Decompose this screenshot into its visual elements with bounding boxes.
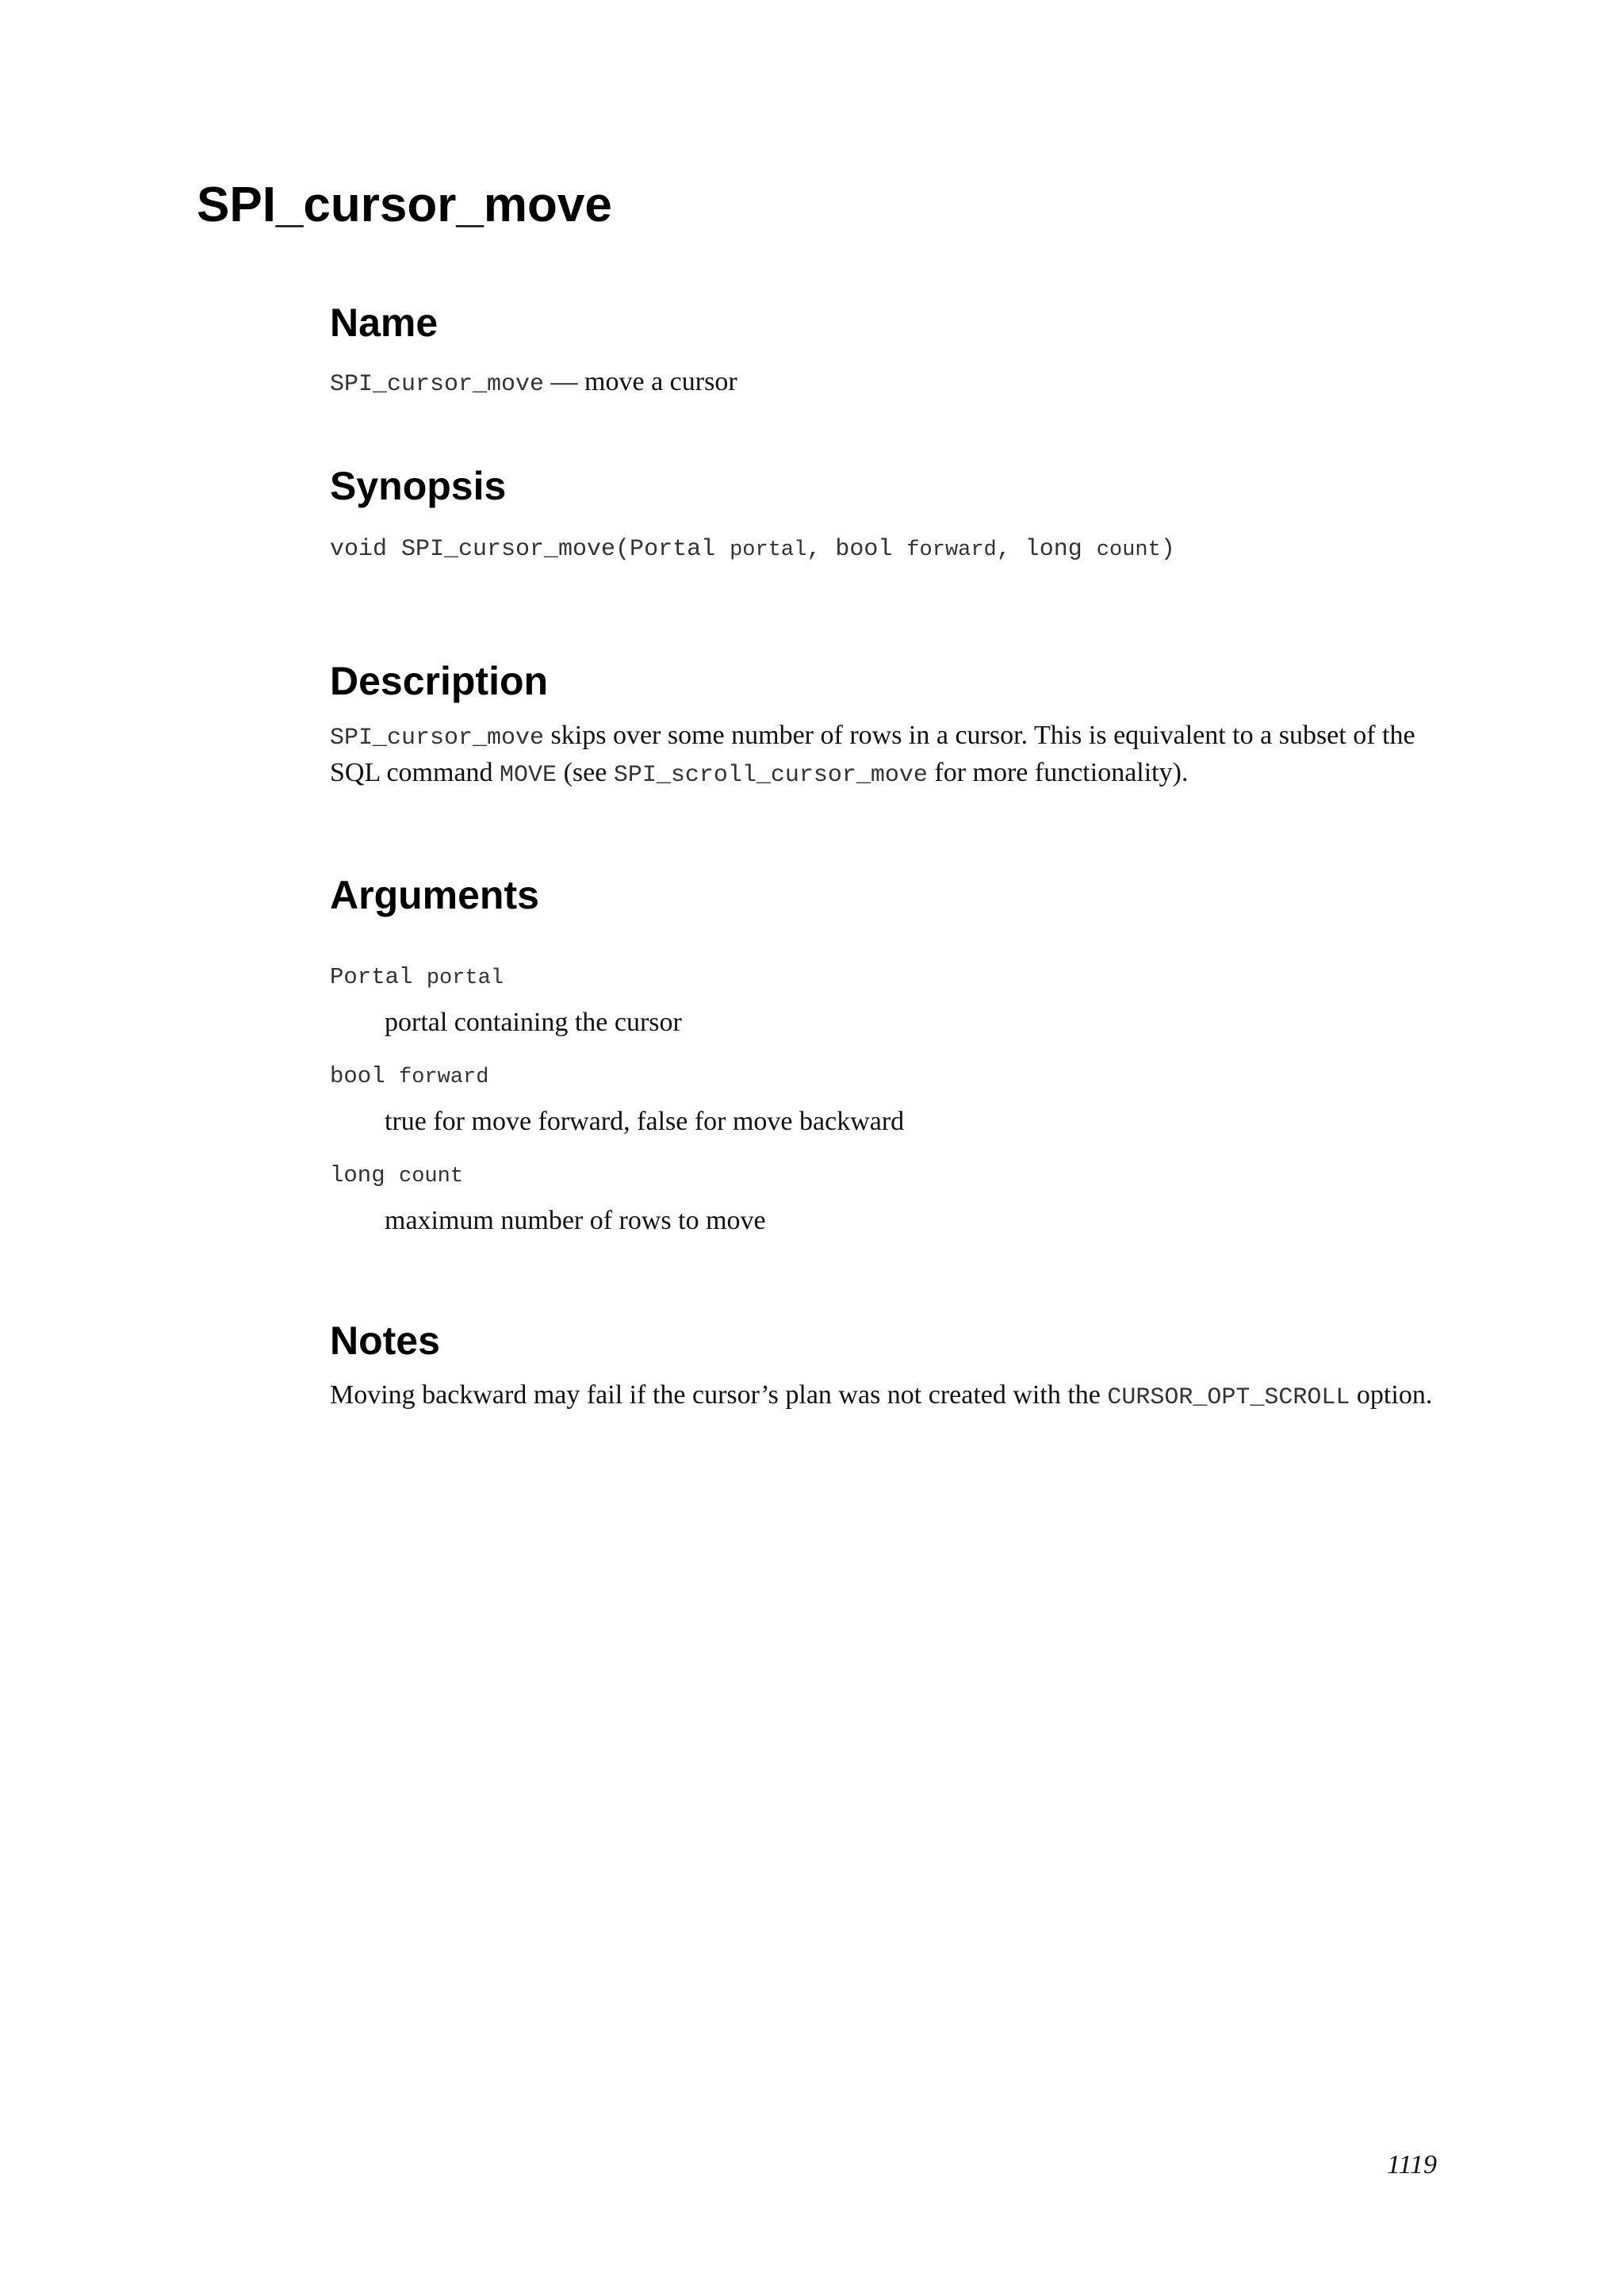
- description-heading: Description: [330, 659, 549, 703]
- notes-option: CURSOR_OPT_SCROLL: [1107, 1384, 1350, 1411]
- page-title: SPI_cursor_move: [197, 178, 612, 232]
- description-text-2: (see: [557, 758, 614, 787]
- synopsis-heading: Synopsis: [330, 464, 507, 508]
- synopsis-param-forward: forward: [906, 538, 997, 562]
- page-number: 1119: [1387, 2150, 1437, 2179]
- synopsis-code: [330, 536, 1175, 563]
- synopsis-param-portal: portal: [730, 538, 807, 562]
- description-section: [330, 661, 1440, 793]
- description-text-3: for more functionality).: [927, 758, 1189, 787]
- name-summary: move a cursor: [584, 367, 737, 396]
- synopsis-prefix: void SPI_cursor_move(Portal: [330, 536, 730, 563]
- argument-desc-count: maximum number of rows to move: [385, 1206, 766, 1235]
- arguments-heading: Arguments: [330, 873, 539, 917]
- notes-text-1: Moving backward may fail if the cursor’s plan was not created with the: [330, 1380, 1108, 1410]
- argument-name: forward: [399, 1066, 489, 1089]
- synopsis-section: [330, 466, 1440, 506]
- arguments-section: [330, 875, 1440, 915]
- argument-term-count: [330, 1162, 463, 1188]
- description-reference: SPI_scroll_cursor_move: [613, 762, 928, 789]
- argument-term-portal: [330, 964, 504, 990]
- notes-section: [330, 1318, 1440, 1415]
- name-heading: Name: [330, 300, 439, 345]
- argument-name: count: [399, 1165, 464, 1188]
- synopsis-mid1: , bool: [806, 536, 907, 563]
- argument-type: Portal: [330, 964, 413, 990]
- description-function: SPI_cursor_move: [330, 725, 545, 752]
- argument-desc-portal: portal containing the cursor: [385, 1008, 682, 1037]
- name-separator: —: [544, 367, 585, 396]
- notes-paragraph: [330, 1378, 1440, 1415]
- argument-type: bool: [330, 1063, 385, 1089]
- name-function: SPI_cursor_move: [330, 371, 545, 398]
- argument-term-forward: [330, 1063, 488, 1089]
- description-move-command: MOVE: [500, 762, 557, 789]
- notes-heading: Notes: [330, 1318, 440, 1363]
- argument-type: long: [330, 1162, 385, 1188]
- description-paragraph: [330, 718, 1440, 793]
- name-line: [330, 365, 737, 402]
- synopsis-suffix: ): [1160, 536, 1175, 563]
- argument-name: portal: [426, 966, 504, 990]
- argument-desc-forward: true for move forward, false for move backward: [385, 1107, 905, 1136]
- synopsis-param-count: count: [1096, 538, 1161, 562]
- synopsis-mid2: , long: [996, 536, 1097, 563]
- notes-text-2: option.: [1350, 1380, 1433, 1410]
- name-section: [330, 300, 1440, 345]
- description-text-1: skips over some number of rows in a cursor. This is equivalent to a subset of the SQL command: [330, 721, 1415, 787]
